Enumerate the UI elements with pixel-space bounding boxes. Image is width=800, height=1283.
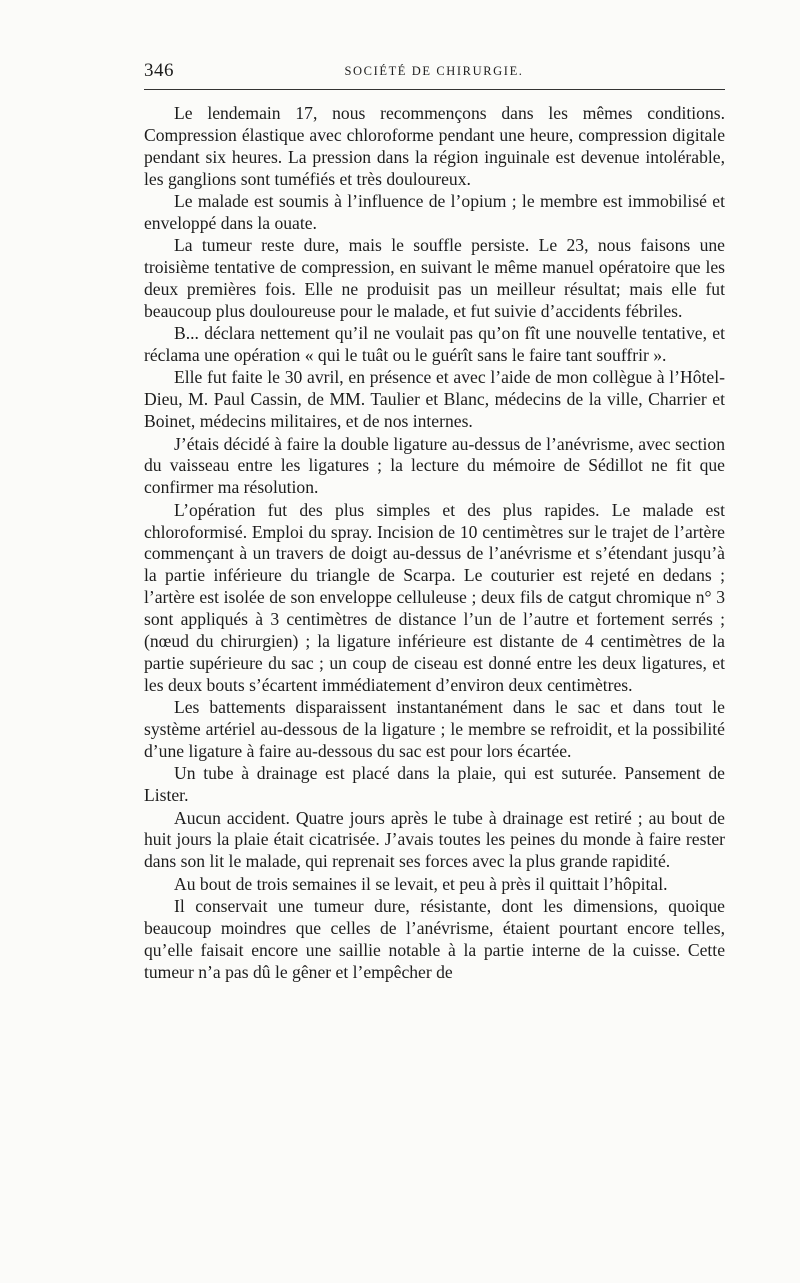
paragraph-2: Le malade est soumis à l’influence de l’opium ; le membre est immobilisé et enveloppé dans la ouate. <box>144 191 725 233</box>
page-header <box>144 60 724 84</box>
page-number: 346 <box>144 60 174 81</box>
paragraph-11: Au bout de trois semaines il se levait, et peu à près il quittait l’hôpital. <box>174 873 668 894</box>
paragraph-1: Le lendemain 17, nous recommençons dans les mêmes conditions. Compression élastique avec chloroforme pendant une heure, compression digitale pendant six heures. La pression dans la région inguinale est devenue intolérable, les ganglions sont tuméfiés et très douloureux. <box>144 103 725 189</box>
body-text <box>144 103 725 984</box>
running-title: SOCIÉTÉ DE CHIRURGIE. <box>344 64 524 78</box>
paragraph-6: J’étais décidé à faire la double ligature au-dessus de l’anévrisme, avec section du vaisseau entre les ligatures ; la lecture du mémoire de Sédillot ne fit que confirmer ma résolution. <box>144 433 725 498</box>
paragraph-3: La tumeur reste dure, mais le souffle persiste. Le 23, nous faisons une troisième tentative de compression, en suivant le même manuel opératoire que les deux premières fois. Elle ne produisit pas un meilleur résultat; mais elle fut beaucoup plus douloureuse pour le malade, et fut suivie d’accidents fébriles. <box>144 235 725 321</box>
header-rule <box>144 89 725 90</box>
paragraph-9: Un tube à drainage est placé dans la plaie, qui est suturée. Pansement de Lister. <box>144 763 725 806</box>
paragraph-7: L’opération fut des plus simples et des plus rapides. Le malade est chloroformisé. Emploi du spray. Incision de 10 centimètres sur le trajet de l’artère commençant à un travers de doigt au-dessus de l’anévrisme et s’étendant jusqu’à la partie inférieure du triangle de Scarpa. Le couturier est rejeté en dedans ; l’artère est isolée de son enveloppe celluleuse ; deux fils de catgut chromique n° 3 sont appliqués à 3 centimètres de distance l’un de l’autre et fortement serrés ; (nœud du chirurgien) ; la ligature inférieure est distante de 4 centimètres de la partie supérieure du sac ; un coup de ciseau est donné entre les deux ligatures, et les deux bouts s’écartent immédiatement d’environ deux centimètres. <box>144 499 725 695</box>
paragraph-10: Aucun accident. Quatre jours après le tube à drainage est retiré ; au bout de huit jours la plaie était cicatrisée. J’avais toutes les peines du monde à faire rester dans son lit le malade, qui reprenait ses forces avec la plus grande rapidité. <box>144 807 725 872</box>
paragraph-8: Les battements disparaissent instantanément dans le sac et dans tout le système artériel au-dessous de la ligature ; le membre se refroidit, et la possibilité d’une ligature à faire au-dessous du sac est pour lors écartée. <box>144 697 725 762</box>
paragraph-12: Il conservait une tumeur dure, résistante, dont les dimensions, quoique beaucoup moindres que celles de l’anévrisme, étaient pourtant encore telles, qu’elle faisait encore une saillie notable à la partie interne de la cuisse. Cette tumeur n’a pas dû le gêner et l’empêcher de <box>144 895 725 982</box>
paragraph-5: Elle fut faite le 30 avril, en présence et avec l’aide de mon collègue à l’Hôtel-Dieu, M. Paul Cassin, de MM. Taulier et Blanc, médecins de la ville, Charrier et Boinet, médecins militaires, et de nos internes. <box>144 367 725 432</box>
paragraph-4: B... déclara nettement qu’il ne voulait pas qu’on fît une nouvelle tentative, et réclama une opération « qui le tuât ou le guérît sans le faire tant souffrir ». <box>144 323 725 366</box>
